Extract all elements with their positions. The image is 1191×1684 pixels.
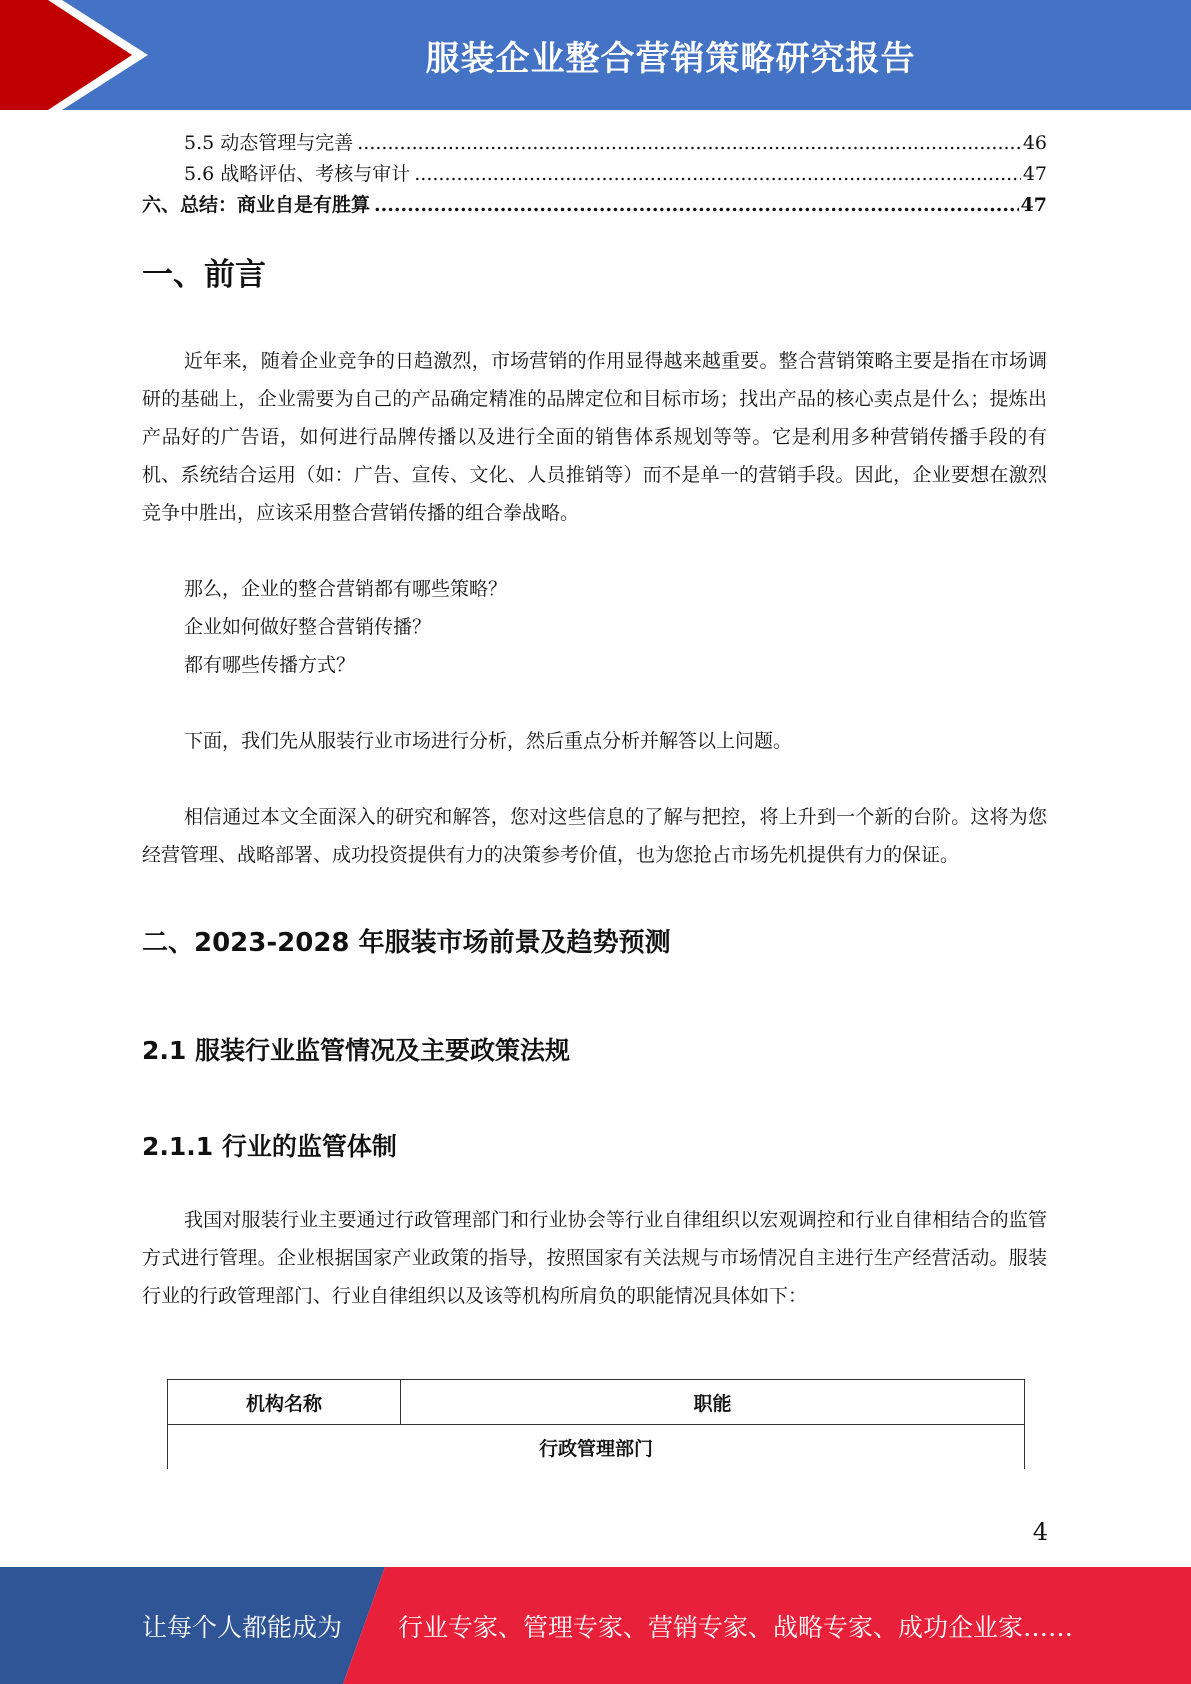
section-heading-market: 二、2023-2028 年服装市场前景及趋势预测: [142, 928, 671, 958]
body-paragraph: 下面，我们先从服装行业市场进行分析，然后重点分析并解答以上问题。: [184, 730, 793, 752]
toc-leader-dots: [357, 128, 1021, 159]
body-paragraph: 我国对服装行业主要通过行政管理部门和行业协会等行业自律组织以宏观调控和行业自律相结合的监管方式进行管理。企业根据国家产业政策的指导，按照国家有关法规与市场情况自主进行生产经营活动。服装行业的行政管理部门、行业自律组织以及该等机构所肩负的职能情况具体如下：: [142, 1209, 1047, 1307]
toc-item-page: 46: [1022, 132, 1047, 154]
table-of-contents: [142, 128, 1047, 221]
header-title: 服装企业整合营销策略研究报告: [425, 38, 916, 79]
toc-item-page: 47: [1022, 163, 1047, 185]
table-header-duty: 职能: [401, 1380, 1025, 1425]
toc-item[interactable]: [142, 159, 1047, 190]
main-content: [142, 128, 1047, 1315]
toc-item[interactable]: [142, 190, 1047, 221]
page-header: [0, 0, 1191, 110]
question-item: 企业如何做好整合营销传播？: [184, 616, 432, 638]
toc-item-label: 5.6 战略评估、考核与审计: [184, 163, 411, 185]
section-heading-preface: 一、前言: [142, 257, 266, 293]
table-header-row: [168, 1380, 1025, 1425]
footer-slogan-left: 让每个人都能成为: [142, 1612, 343, 1642]
footer-slogan-right: 行业专家、管理专家、营销专家、战略专家、成功企业家……: [398, 1612, 1074, 1642]
table-row: [168, 1425, 1025, 1470]
toc-leader-dots: [374, 190, 1019, 221]
toc-item-label: 5.5 动态管理与完善: [184, 132, 354, 154]
table-header-org-name: 机构名称: [168, 1380, 401, 1425]
body-paragraph: 近年来，随着企业竞争的日趋激烈，市场营销的作用显得越来越重要。整合营销策略主要是指在市场调研的基础上，企业需要为自己的产品确定精准的品牌定位和目标市场；找出产品的核心卖点是什么；提炼出产品好的广告语，如何进行品牌传播以及进行全面的销售体系规划等等。它是利用多种营销传播手段的有机、系统结合运用（如：广告、宣传、文化、人员推销等）而不是单一的营销手段。因此，企业要想在激烈竞争中胜出，应该采用整合营销传播的组合拳战略。: [142, 350, 1047, 524]
subsubsection-heading: 2.1.1 行业的监管体制: [142, 1132, 397, 1161]
question-item: 都有哪些传播方式？: [184, 654, 356, 676]
toc-item-label: 六、总结：商业自是有胜算: [142, 194, 371, 216]
toc-item-page: 47: [1020, 194, 1047, 216]
table-group-label: 行政管理部门: [168, 1425, 1025, 1470]
page-number: 4: [1032, 1518, 1048, 1546]
red-arrow-decoration: [0, 0, 160, 110]
question-list: [142, 570, 1047, 684]
subsection-heading: 2.1 服装行业监管情况及主要政策法规: [142, 1036, 570, 1065]
toc-leader-dots: [414, 159, 1021, 190]
question-item: 那么，企业的整合营销都有哪些策略？: [184, 578, 508, 600]
body-paragraph: 相信通过本文全面深入的研究和解答，您对这些信息的了解与把控，将上升到一个新的台阶。这将为您经营管理、战略部署、成功投资提供有力的决策参考价值，也为您抢占市场先机提供有力的保证。: [142, 806, 1047, 866]
toc-item[interactable]: [142, 128, 1047, 159]
page-footer: [0, 1567, 1191, 1684]
regulator-table: [167, 1379, 1025, 1469]
